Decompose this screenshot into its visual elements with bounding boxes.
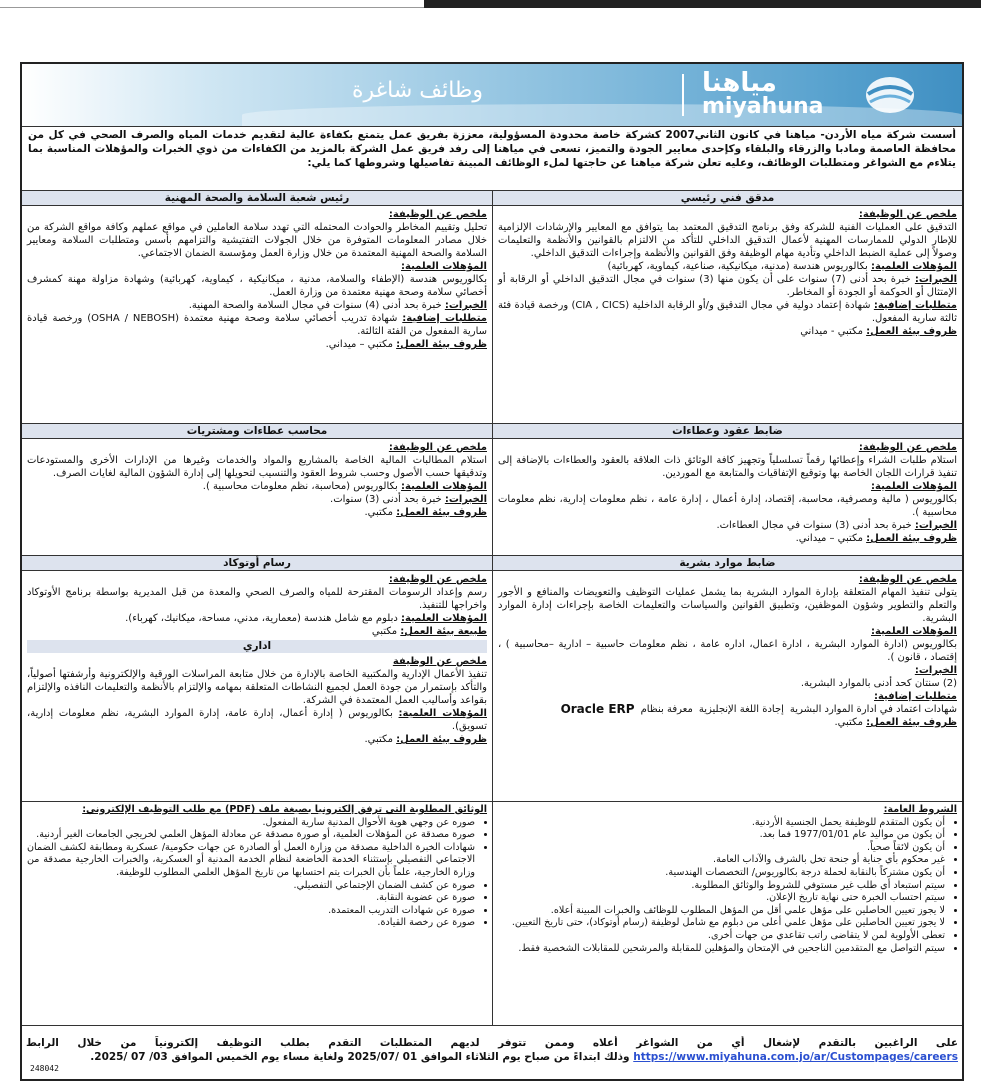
tagline: وظائف شاغرة (352, 78, 484, 103)
job-title-draftsman: رسام أوتوكاد (22, 556, 492, 571)
job-title-accountant: محاسب عطاءات ومشتريات (22, 424, 492, 439)
general-conditions: الشروط العامة: • أن يكون المتقدم للوظيفة يحمل الجنسية الأردنية. • أن يكون من مواليد عام 1977/01/01 فما بعد. • أن يكون لائقاً صحياً. • غير محكوم بأي جناية أو جنحة تخل بالشرف والآداب العامة. • أن يكون مشتركاً بالنقابة لحملة درجة بكالوريوس/ التخصصات الهندسية. • سيتم استبعاد أي طلب غير مستوفي للشروط والوثائق المطلوبة. • سيتم احتساب الخبرة حتى نهاية تاريخ الإعلان. • لا يجوز تعيين الحاصلين على مؤهل علمي أقل من المؤهل المطلوب للوظائف والخبرات المبينة أعلاه. • لا يجوز تعيين الحاصلين على مؤهل علمي أعلى من دبلوم مع شامل لوظيفة (رسام أوتوكاد)، حتى تاريخ التعيين. • تعطى الأولوية لمن لا يتقاضى راتب تقاعدي من جهات أخرى. • سيتم التواصل مع المتقدمين الناجحين في الإمتحان والمؤهلين للمقابلة والمرشحين للمقابلات الشخصية فقط. (493, 802, 962, 1025)
condition-item: • سيتم استبعاد أي طلب غير مستوفي للشروط والوثائق المطلوبة. (498, 880, 945, 893)
intro-paragraph: أسست شركة مياه الأردن- مياهنا في كانون الثاني2007 كشركة خاصة محدودة المسؤولية، معززة بفريق عمل يتمتع بكفاءة عالية لتقديم خدمات المياه والصرف الصحي في كل من محافظة العاصمة ومادبا والزرقاء والبلقاء وكإحدى معايير الجودة والتميز، تسعى في مياهنا إلى رفد فريق عمل الشركة بالمزيد من الكفاءات من ذوي الخبرات والمؤهلات المناسبة بما يتلاءم مع الشواغر ومتطلبات الوظائف، وعليه تعلن شركة مياهنا عن حاجتها لملء الوظائف المبينة تفاصيلها وشروطها كما يلي: (28, 129, 956, 169)
document-item: • صورة مصدقة عن المؤهلات العلمية، أو صورة مصدقة عن معادلة المؤهل العلمي لخريجي الجامعات الغير أردنية. (27, 829, 475, 842)
job-hr: ملخص عن الوظيفة: يتولى تنفيذ المهام المتعلقة بإدارة الموارد البشرية بما يشمل عمليات التوظيف والتعويضات والمنافع و الأجور والتعلم والتطوير وشؤون الموظفين، وتطبيق القوانين والسياسات والتعليمات الخاصة بإجراءات إدارة الموارد البشرية. المؤهلات العلمية: بكالوريوس (ادارة الموارد البشرية ، ادارة اعمال، اداره عامة ، نظم معلومات حاسبية – ادارية –محاسبية ) ، إقتصاد ، قانون ). الخبرات: (2) سنتان كحد أدنى بالموارد البشرية. متطلبات إضافية: شهادات اعتماد في ادارة الموارد البشرية إجادة اللغة الإنجليزية معرفة بنظام Oracle ERP ظروف بيئة العمل: مكتبي. (498, 574, 957, 728)
condition-item: • أن يكون لائقاً صحياً. (498, 842, 945, 855)
condition-item: • سيتم التواصل مع المتقدمين الناجحين في الإمتحان والمؤهلين للمقابلة والمرشحين للمقابلات الشخصية فقط. (498, 943, 945, 956)
condition-item: • سيتم احتساب الخبرة حتى نهاية تاريخ الإعلان. (498, 892, 945, 905)
document-item: • صورة عن رخصة القيادة. (27, 917, 475, 930)
document-item: • شهادات الخبرة الداخلية مصدقة من وزارة العمل أو الصادرة عن جهات حكومية/ عسكرية ومطابقة لكشف الضمان الاجتماعي التفصيلي بإستثناء الخدمة الخاضعة لنظام الخدمة المدنية أو العسكرية، والخبرات الخارجية مصدقة من وزارة الخارجية، علماً بأن الخبرات يتم احتسابها من تاريخ المؤهل العلمي المطلوب للوظيفة. (27, 842, 475, 880)
careers-link[interactable]: https://www.miyahuna.com.jo/ar/Custompages/careers (633, 1051, 958, 1063)
job-title-hr: ضابط موارد بشرية (493, 556, 962, 571)
document-item: • صورة عن كشف الضمان الإجتماعي التفصيلي. (27, 880, 475, 893)
water-drop-icon (862, 72, 918, 118)
logo-arabic: مياهنا (702, 68, 777, 98)
hr-extra-requirements: شهادات اعتماد في ادارة الموارد البشرية إجادة اللغة الإنجليزية معرفة بنظام Oracle ERP (560, 702, 957, 716)
required-documents: الوثائق المطلوبة التي ترفق إلكترونيا بصيغة ملف (PDF) مع طلب التوظيف الإلكتروني: • صوره عن وجهي هوية الأحوال المدنية سارية المفعول. • صورة مصدقة عن المؤهلات العلمية، أو صورة مصدقة عن معادلة المؤهل العلمي لخريجي الجامعات الغير أردنية. • شهادات الخبرة الداخلية مصدقة من وزارة العمل أو الصادرة عن جهات حكومية/ عسكرية ومطابقة لكشف الضمان الاجتماعي التفصيلي بإستثناء الخدمة الخاضعة لنظام الخدمة المدنية أو العسكرية، والخبرات الخارجية مصدقة من وزارة الخارجية، علماً بأن الخبرات يتم احتسابها من تاريخ المؤهل العلمي المطلوب للوظيفة. • صورة عن كشف الضمان الإجتماعي التفصيلي. • صورة عن عضوية النقابة. • صورة عن شهادات التدريب المعتمدة. • صورة عن رخصة القيادة. (22, 802, 492, 1025)
document-item: • صورة عن شهادات التدريب المعتمدة. (27, 905, 475, 918)
logo-english: miyahuna (702, 94, 824, 119)
condition-item: • غير محكوم بأي جناية أو جنحة تخل بالشرف والآداب العامة. (498, 854, 945, 867)
job-auditor: ملخص عن الوظيفة: التدقيق على العمليات الفنية للشركة وفق برنامج التدقيق المعتمد بما يتوافق مع المعايير والإرشادات الإلزامية للإطار الدولي للممارسات المهنية لأعمال التدقيق الداخلي للتأكد من الالتزام بالقوانين والأنظمة والتعليمات وصولاً إلى عملية الضبط الداخلي وتأدية مهام الوظيفة وفق القوانين والأنظمة وإجراءات التدقيق الداخلي. المؤهلات العلمية: بكالوريوس هندسة (مدنية، ميكانيكية، صناعية، كيماوية، كهربائية) الخبرات: خبرة بحد أدنى (7) سنوات على أن يكون منها (3) سنوات في مجال التدقيق الداخلي أو الرقابة أو الإمتثال أو الحوكمة أو الجودة أو المخاطر. متطلبات إضافية: شهادة إعتماد دولية في مجال التدقيق و/أو الرقابة الداخلية (CIA , CICS) ورخصة قيادة فئة ثالثة سارية المفعول. ظروف بيئة العمل: مكتبي - ميداني (498, 209, 958, 337)
job-accountant: ملخص عن الوظيفة: استلام المطالبات المالية الخاصة بالمشاريع والمواد والخدمات وغيرها من الإدارات الأخرى والمستودعات وتدقيقها حسب الأصول وحسب شروط العقود والتنسيب لتحويلها إلى إدارة الشؤون المالية لغايات الصرف. المؤهلات العلمية: بكالوريوس (محاسبة، نظم معلومات محاسبية ). الخبرات: خبرة بحد أدنى (3) سنوات. ظروف بيئة العمل: مكتبي. (27, 442, 487, 518)
top-border (0, 0, 981, 8)
reference-number: 248042 (30, 1064, 59, 1073)
job-safety: ملخص عن الوظيفة: تحليل وتقييم المخاطر والحوادث المحتمله التي تهدد سلامة العاملين في مواقع عملهم وكافة مواقع الشركة من خلال مصادر المعلومات المتوفرة من خلال الجولات التفتيشية والتزامهم بأسس ومتطلبات السلامة ومعايير السلامة والصحة المهنية المعتمدة من خلال وزارة العمل ومؤسسة الضمان الاجتماعي. المؤهلات العلمية: بكالوريوس هندسة (الإطفاء والسلامة، مدنية ، ميكانيكية ، كيماوية، كهربائية) وشهادة مزاولة مهنة كمشرف أخصائي سلامة وصحة مهنية معتمدة من وزارة العمل. الخبرات: خبرة بحد أدنى (4) سنوات في مجال السلامة والصحة المهنية. متطلبات إضافية: شهادة تدريب أخصائي سلامة وصحة مهنية معتمدة (OSHA / NEBOSH) ورخصة قيادة سارية المفعول من الفئة الثالثة. ظروف بيئة العمل: مكتبي – ميداني. (27, 209, 487, 350)
condition-item: • لا يجوز تعيين الحاصلين على مؤهل علمي أعلى من دبلوم مع شامل لوظيفة (رسام أوتوكاد)، حتى تاريخ التعيين. (498, 917, 945, 930)
condition-item: • أن يكون المتقدم للوظيفة يحمل الجنسية الأردنية. (498, 817, 945, 830)
job-advertisement (20, 62, 964, 1081)
condition-item: • تعطى الأولوية لمن لا يتقاضى راتب تقاعدي من جهات أخرى. (498, 930, 945, 943)
job-title-contracts: ضابط عقود وعطاءات (493, 424, 962, 439)
job-draftsman-admin: ملخص عن الوظيفة: رسم وإعداد الرسومات المقترحة للمياه والصرف الصحي والمعدة من قبل المديرية بواسطة برنامج الأوتوكاد واخراجها للتنفيذ. المؤهلات العلمية: دبلوم مع شامل هندسة (معمارية، مدني، مساحة، ميكانيك، كهرباء). طبيعة بيئة العمل: مكتبي اداري ملخص عن الوظيفة تنفيذ الأعمال الإدارية والمكتبية الخاصة بالإدارة من خلال متابعة المراسلات الورقية والإلكترونية وأرشفتها أصولياً، والتأكد بإستمرار من جودة العمل لجميع النشاطات المتعلقة بمهامه والإلتزام بالأنظمة والتعليمات النافذه والإلتزام بقواعد وأساليب العمل المعتمدة في الشركة. المؤهلات العلمية: بكالوريوس ( إدارة أعمال، إدارة عامة، إدارة الموارد البشرية، نظم معلومات إدارية، تسويق). ظروف بيئة العمل: مكتبي. (27, 574, 487, 745)
banner (22, 64, 962, 127)
condition-item: • أن يكون من مواليد عام 1977/01/01 فما بعد. (498, 829, 945, 842)
condition-item: • أن يكون مشتركاً بالنقابة لحملة درجة بكالوريوس/ التخصصات الهندسية. (498, 867, 945, 880)
job-title-safety: رئيس شعبة السلامة والصحة المهنية (22, 191, 492, 206)
condition-item: • لا يجوز تعيين الحاصلين على مؤهل علمي أقل من المؤهل المطلوب للوظائف والخبرات المبينة أعلاه. (498, 905, 945, 918)
job-title-admin: اداري (27, 640, 487, 653)
job-title-auditor: مدقق فني رئيسي (493, 191, 962, 206)
application-footer: على الراغبين بالتقدم لإشغال أي من الشواغر أعلاه وممن تتوفر لديهم المتطلبات التقدم بطلب التوظيف إلكترونياً من خلال الرابط https://www.miyahuna.com.jo/ar/Custompages/careers وذلك ابتداءً من صباح يوم الثلاثاء الموافق 01 /2025/07 ولغاية مساء يوم الخميس الموافق 03/ 07 /2025. (26, 1037, 958, 1063)
job-contracts: ملخص عن الوظيفة: استلام طلبات الشراء وإعطائها رقماً تسلسلياً وتجهيز كافة الوثائق ذات العلاقة بالعقود والعطاءات بالإضافة إلى تنفيذ قرارات اللجان الخاصة بها وتوقيع الإتفاقيات والمتابعة مع الموردين. المؤهلات العلمية: بكالوريوس ( مالية ومصرفية، محاسبة، إقتصاد، إدارة أعمال ، إدارة عامة ، نظم معلومات إدارية، نظم معلومات محاسبية ). الخبرات: خبرة بحد أدنى (3) سنوات في مجال العطاءات. ظروف بيئة العمل: مكتبي – ميداني. (498, 442, 957, 544)
document-item: • صوره عن وجهي هوية الأحوال المدنية سارية المفعول. (27, 817, 475, 830)
document-item: • صورة عن عضوية النقابة. (27, 892, 475, 905)
